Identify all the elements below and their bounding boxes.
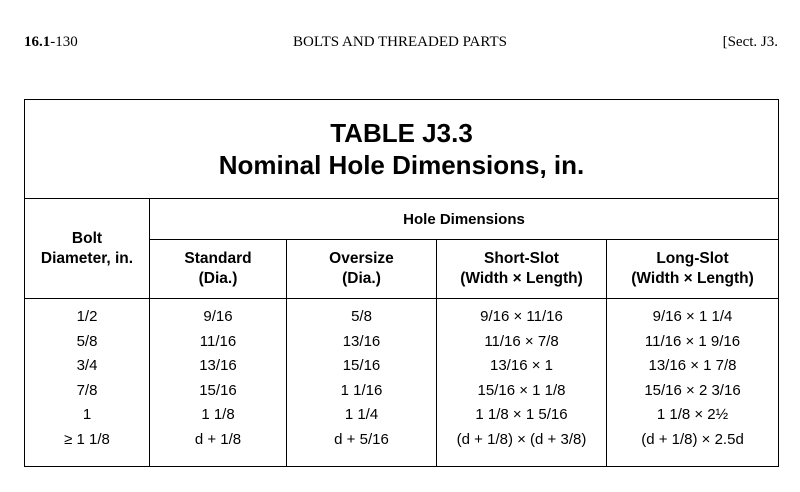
column-header-long-slot: Long-Slot (Width × Length): [607, 240, 779, 299]
table-cell: ≥ 1 1/8: [64, 430, 110, 448]
column-header-standard: Standard (Dia.): [150, 240, 287, 299]
table-cell: 13/16 × 1 7/8: [648, 357, 737, 374]
section-reference: [Sect. J3.: [722, 34, 778, 50]
column-header-oversize: Oversize (Dia.): [287, 240, 437, 299]
oversize-column: [287, 299, 437, 467]
bolt-diameter-column: [25, 299, 150, 467]
table-cell: 3/4: [76, 357, 98, 374]
chapter-title: BOLTS AND THREADED PARTS: [292, 34, 507, 50]
table-cell: (d + 1/8) × (d + 3/8): [456, 430, 587, 448]
column-header-short-slot: Short-Slot (Width × Length): [437, 240, 607, 299]
table-cell: 11/16 × 1 9/16: [644, 332, 741, 350]
table-title: TABLE J3.3 Nominal Hole Dimensions, in.: [25, 100, 779, 199]
table-cell: 11/16 × 7/8: [484, 332, 559, 350]
bolt-diameter-header: Bolt Diameter, in.: [25, 199, 150, 299]
standard-column: [150, 299, 287, 467]
table-cell: 13/16: [342, 332, 381, 350]
long-slot-column: [607, 299, 779, 467]
table-cell: 1 1/8 × 2½: [656, 406, 729, 423]
table-cell: 15/16 × 2 3/16: [644, 381, 741, 399]
table-cell: 9/16: [203, 308, 233, 325]
short-slot-column: [437, 299, 607, 467]
table-cell: 1 1/16: [340, 381, 383, 399]
table-cell: 15/16: [342, 357, 381, 374]
table-cell: 15/16 × 1 1/8: [477, 381, 566, 399]
table-cell: 15/16: [199, 381, 237, 399]
hole-dimensions-header: Hole Dimensions: [150, 199, 779, 240]
table-cell: 1 1/4: [344, 406, 379, 423]
table-cell: 7/8: [76, 381, 98, 399]
table-cell: 1: [82, 406, 92, 423]
table-cell: 11/16: [199, 332, 237, 350]
table-cell: 9/16 × 11/16: [480, 308, 563, 325]
table-cell: 5/8: [351, 308, 372, 325]
table-cell: 9/16 × 1 1/4: [652, 308, 733, 325]
table-cell: 1 1/8 × 1 5/16: [475, 406, 568, 423]
table-cell: d + 1/8: [194, 430, 242, 448]
table-cell: 13/16: [199, 357, 237, 374]
table-cell: (d + 1/8) × 2.5d: [641, 430, 744, 448]
table-cell: 1 1/8: [201, 406, 235, 423]
page-number: 16.1-130: [24, 34, 78, 50]
table-cell: 13/16 × 1: [490, 357, 553, 374]
table-cell: d + 5/16: [334, 430, 389, 448]
hole-dimensions-table: [24, 99, 779, 467]
running-header: [0, 34, 800, 54]
table-cell: 5/8: [76, 332, 98, 350]
table-cell: 1/2: [76, 308, 98, 325]
